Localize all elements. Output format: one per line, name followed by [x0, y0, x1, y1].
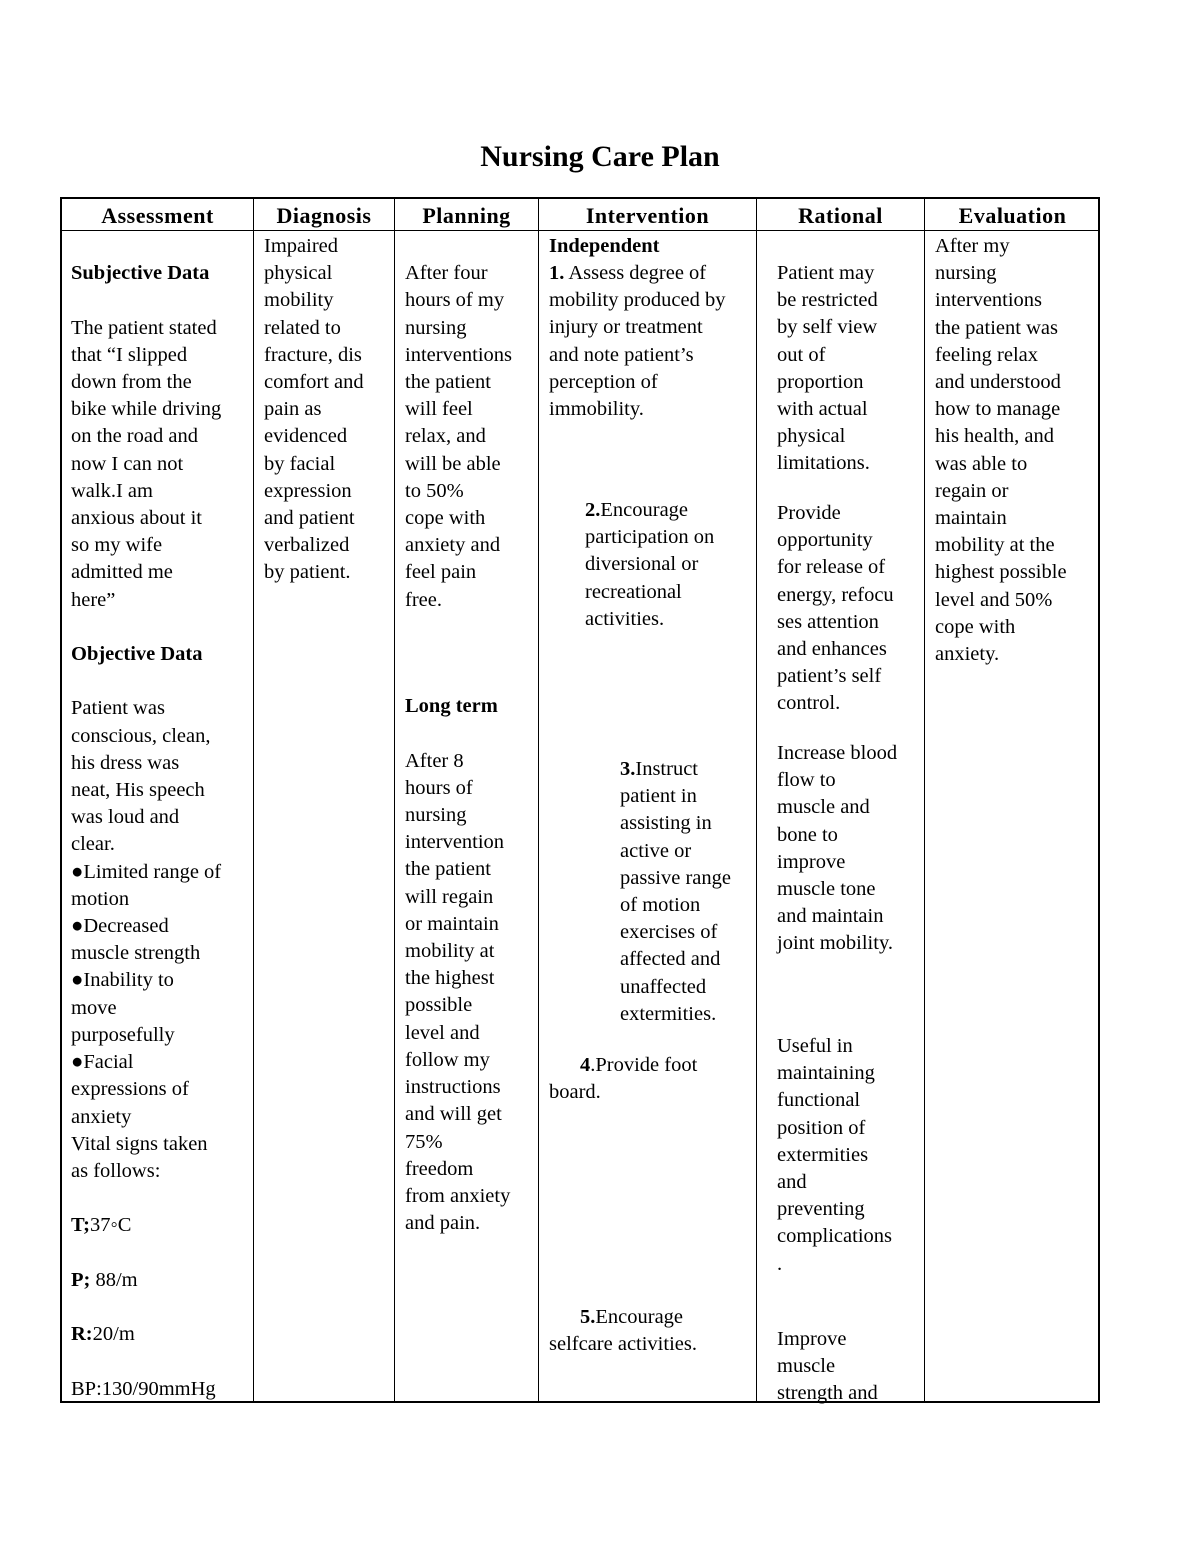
intervention-item-3: 3.Instruct patient in assisting in active or passive range of motion exercises of affected and unaffected extermities. [620, 758, 731, 1025]
column-divider [394, 199, 395, 1401]
planning-cell [405, 233, 537, 1265]
column-divider [924, 199, 925, 1401]
rational-1: Patient may be restricted by self view out of proportion with actual physical limitations. [777, 262, 878, 475]
column-divider [538, 199, 539, 1401]
planning-short-term-text: After four hours of my nursing interventions the patient will feel relax, and will be able to 50% cope with anxiety and feel pain free. [405, 262, 513, 611]
rational-4: Useful in maintaining functional position of extermities and preventing complications . [777, 1035, 893, 1275]
intervention-item-1: 1. Assess degree of mobility produced by injury or treatment and note patient’s perception of immobility. [549, 262, 726, 421]
header-rational: Rational [798, 203, 883, 228]
header-assessment: Assessment [101, 203, 214, 228]
header-intervention: Intervention [585, 203, 710, 228]
rational-3: Increase blood flow to muscle and bone to improve muscle tone and maintain joint mobility. [777, 742, 898, 955]
assessment-cell [71, 233, 251, 1430]
planning-long-term-text: After 8 hours of nursing intervention the patient will regain or maintain mobility at the highest possible level and follow my instructions and will get 75% freedom from anxiety and pain. [405, 749, 511, 1235]
care-plan-table [60, 197, 1100, 1403]
header-evaluation: Evaluation [958, 203, 1067, 228]
objective-data-text: Patient was conscious, clean, his dress was neat, His speech was loud and clear. ●Limited range of motion ●Decreased muscle strength ●Inability to move purposefully ●Facial expressions of anxiety Vital signs taken as follows: [71, 697, 222, 1182]
intervention-item-2: 2.Encourage participation on diversional or recreational activities. [585, 499, 715, 630]
vital-blood-pressure: BP:130/90mmHg [71, 1377, 216, 1400]
vital-respiration: R:20/m [71, 1323, 135, 1346]
header-planning: Planning [422, 203, 511, 228]
planning-long-term-heading: Long term [405, 695, 498, 718]
intervention-item-5: 5.Encourage selfcare activities. [549, 1306, 697, 1356]
intervention-independent-heading: Independent [549, 235, 660, 257]
subjective-data-text: The patient stated that “I slipped down from the bike while driving on the road and now I can not walk.I am anxious about it so my wife admitted me here” [71, 316, 222, 611]
diagnosis-text: Impaired physical mobility related to fracture, dis comfort and pain as evidenced by facial expression and patient verbalized by patient. [264, 235, 364, 584]
column-divider [253, 199, 254, 1401]
subjective-data-heading: Subjective Data [71, 262, 210, 285]
page-title: Nursing Care Plan [480, 140, 720, 173]
header-diagnosis: Diagnosis [276, 203, 372, 228]
evaluation-text: After my nursing interventions the patient was feeling relax and understood how to manage his health, and was able to regain or maintain mobility at the highest possible level and 50% cope with anxiety. [935, 235, 1067, 666]
intervention-item-4: 4.Provide foot board. [549, 1054, 698, 1104]
column-divider [756, 199, 757, 1401]
vital-temperature: T;37◦C [71, 1214, 132, 1237]
vital-pulse: P; 88/m [71, 1268, 138, 1291]
rational-2: Provide opportunity for release of energy, refocu ses attention and enhances patient’s self control. [777, 502, 894, 715]
objective-data-heading: Objective Data [71, 643, 203, 666]
rational-5: Improve muscle strength and [777, 1328, 878, 1405]
